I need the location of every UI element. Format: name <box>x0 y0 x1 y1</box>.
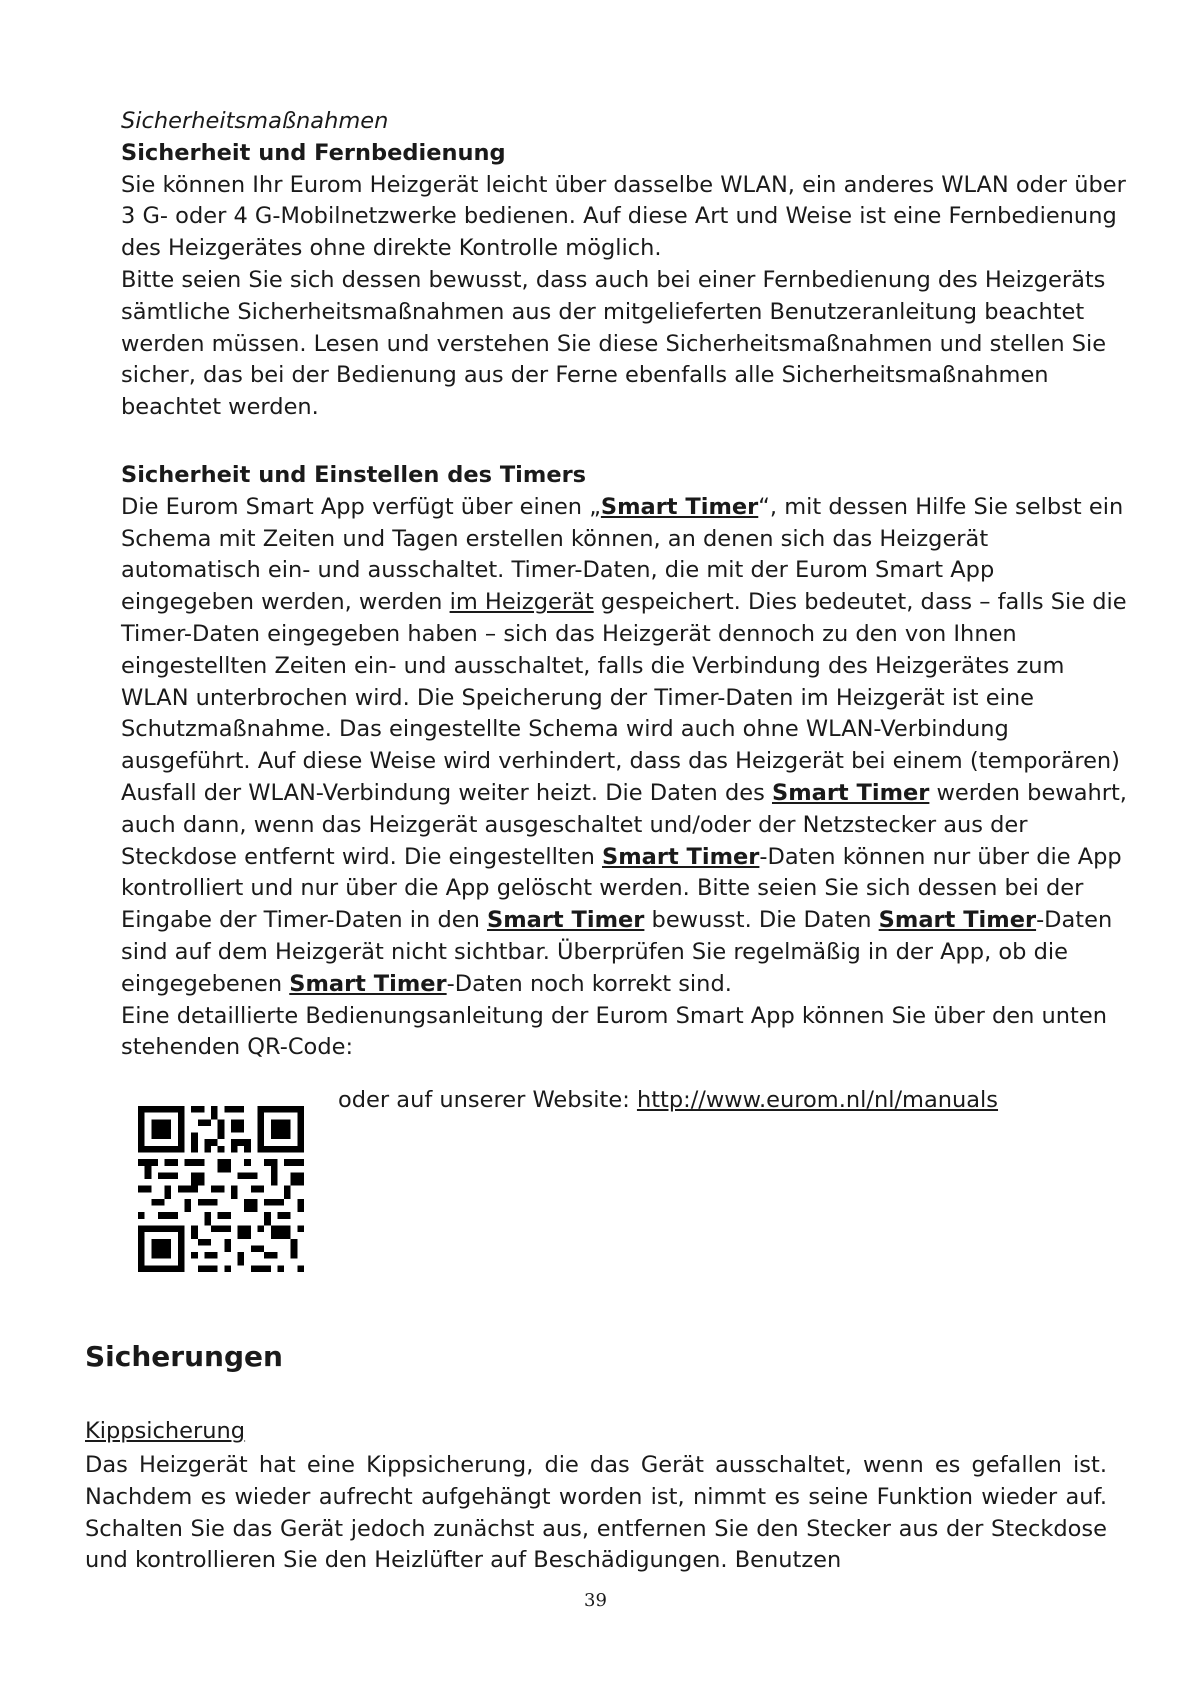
website-line <box>338 1085 998 1117</box>
fuses-heading: Sicherungen <box>85 1340 283 1373</box>
safety-section <box>121 106 1131 424</box>
smart-timer-term: Smart Timer <box>600 493 759 520</box>
smart-timer-term: Smart Timer <box>771 779 930 806</box>
page-number: 39 <box>584 1590 607 1611</box>
smart-timer-term: Smart Timer <box>289 970 447 997</box>
timer-heading: Sicherheit und Einstellen des Timers <box>121 462 587 488</box>
remote-paragraph-1: Sie können Ihr Eurom Heizgerät leicht über dasselbe WLAN, ein anderes WLAN oder über 3 G- oder 4 G-Mobilnetzwerke bedienen. Auf diese Art und Weise ist eine Fernbedienung des Heizgerätes ohne direkte Kontrolle möglich. <box>121 171 1126 262</box>
smart-timer-term: Smart Timer <box>878 907 1037 934</box>
text-run: bewusst. Die Daten <box>644 907 879 934</box>
remote-paragraph-2: Bitte seien Sie sich dessen bewusst, dass auch bei einer Fernbedienung des Heizgeräts sämtliche Sicherheitsmaßnahmen aus der mitgelieferten Benutzeranleitung beachtet werden müssen. Lesen und verstehen Sie diese Sicherheitsmaßnahmen und stellen Sie sicher, das bei der Bedienung aus der Ferne ebenfalls alle Sicherheitsmaßnahmen beachtet werden. <box>121 266 1107 421</box>
text-run: -Daten noch korrekt sind. <box>446 970 732 997</box>
tip-over-subheading: Kippsicherung <box>85 1418 246 1444</box>
text-run: werden bewahrt, auch dann, wenn das Heizgerät ausgeschaltet und/oder der Netzstecker aus der Steckdose entfernt wird. Die eingestellten <box>121 779 1127 870</box>
text-run: gespeichert. Dies bedeutet, dass – falls Sie die Timer-Daten eingegeben haben – sich das Heizgerät dennoch zu den von Ihnen eingestellten Zeiten ein- und ausschaltet, falls die Verbindung des Heizgerätes zum WLAN unterbrochen wird. Die Speicherung der Timer-Daten im Heizgerät ist eine Schutzmaßnahme. Das eingestellte Schema wird auch ohne WLAN-Verbindung ausgeführt. Auf diese Weise wird verhindert, dass das Heizgerät bei einem (temporären) Ausfall der WLAN-Verbindung weiter heizt. Die Daten des <box>121 589 1127 806</box>
im-heizgeraet-emphasis: im Heizgerät <box>449 589 594 616</box>
section-italic-title: Sicherheitsmaßnahmen <box>121 108 389 134</box>
website-prefix: oder auf unserer Website: <box>338 1087 637 1113</box>
smart-timer-term: Smart Timer <box>602 843 760 870</box>
text-run: “, mit dessen Hilfe Sie selbst ein Schema mit Zeiten und Tagen erstellen können, an denen sich das Heizgerät automatisch ein- und ausschaltet. Timer-Daten, die mit der Eurom Smart App eingegeben werden, werden <box>121 493 1124 616</box>
text-run: Die Eurom Smart App verfügt über einen „ <box>121 493 601 520</box>
manual-info-line: Eine detaillierte Bedienungsanleitung der Eurom Smart App können Sie über den unten stehenden QR-Code: <box>121 1002 1107 1061</box>
text-run: -Daten sind auf dem Heizgerät nicht sichtbar. Überprüfen Sie regelmäßig in der App, ob die eingegebenen <box>121 907 1113 997</box>
text-run: -Daten können nur über die App kontrolliert und nur über die App gelöscht werden. Bitte seien Sie sich dessen bei der Eingabe der Timer-Daten in den <box>121 843 1122 934</box>
qr-code[interactable] <box>138 1106 304 1272</box>
timer-section <box>121 460 1131 1064</box>
manuals-link[interactable]: http://www.eurom.nl/nl/manuals <box>636 1087 999 1113</box>
smart-timer-term: Smart Timer <box>487 907 645 934</box>
remote-heading: Sicherheit und Fernbedienung <box>121 139 506 166</box>
timer-paragraph <box>121 492 1131 1001</box>
tip-over-paragraph: Das Heizgerät hat eine Kippsicherung, die das Gerät ausschaltet, wenn es gefallen ist. Nachdem es wieder aufrecht aufgehängt worden ist, nimmt es seine Funktion wieder auf. Schalten Sie das Gerät jedoch zunächst aus, entfernen Sie den Stecker aus der Steckdose und kontrollieren Sie den Heizlüfter auf Beschädigungen. Benutzen <box>85 1452 1107 1574</box>
